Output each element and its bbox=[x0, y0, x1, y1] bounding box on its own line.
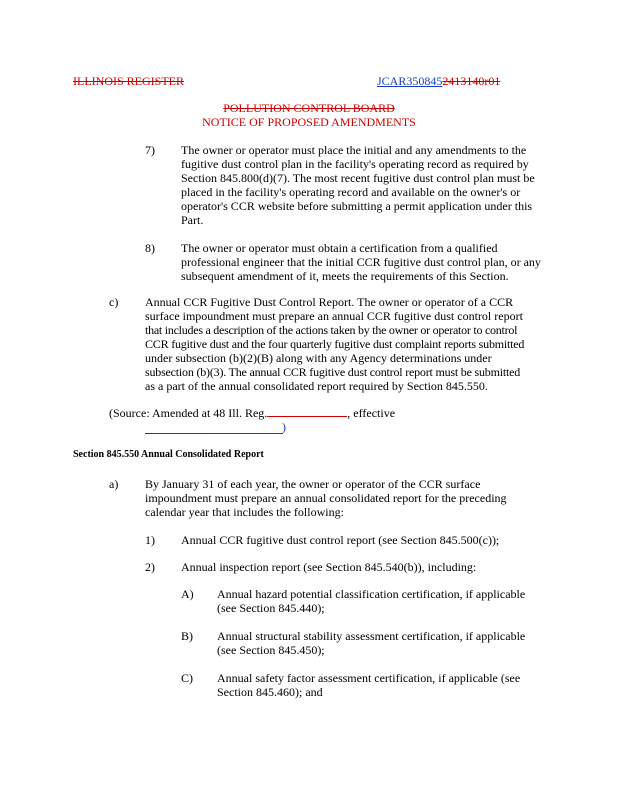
item-8-line: The owner or operator must obtain a certification from a qualified bbox=[181, 241, 498, 255]
item-c-line: CCR fugitive dust and the four quarterly fugitive dust complaint reports submitted bbox=[145, 337, 525, 351]
source-close: ) bbox=[282, 420, 286, 434]
item-c-line: surface impoundment must prepare an annual CCR fugitive dust control report bbox=[145, 309, 523, 323]
jcar-code bbox=[377, 74, 500, 89]
item-a-line: impoundment must prepare an annual consolidated report for the preceding bbox=[145, 491, 507, 505]
item-7-line: operator's CCR website before submitting a permit application under this bbox=[181, 199, 533, 213]
item-7-line: The owner or operator must place the initial and any amendments to the bbox=[181, 143, 527, 157]
sub-B-line: Annual structural stability assessment certification, if applicable bbox=[217, 629, 526, 643]
source-effective: , effective bbox=[347, 406, 396, 420]
sub-A-line: Annual hazard potential classification certification, if applicable bbox=[217, 587, 526, 601]
item-c-line: that includes a description of the actions taken by the owner or operator to control bbox=[145, 323, 518, 337]
source-prefix: (Source: Amended at 48 Ill. Reg. bbox=[109, 406, 268, 420]
reg-blank bbox=[267, 406, 347, 417]
source-note bbox=[109, 406, 395, 420]
item-7-line: placed in the facility's operating record and available on the owner's or bbox=[181, 185, 521, 199]
item-7-number: 7) bbox=[145, 143, 155, 157]
item-7-line: Part. bbox=[181, 213, 204, 227]
item-7-line: Section 845.800(d)(7). The most recent fugitive dust control plan must be bbox=[181, 171, 535, 185]
sub-1-number: 1) bbox=[145, 533, 155, 547]
sub-B-line: (see Section 845.450); bbox=[217, 643, 325, 657]
item-7-text bbox=[181, 143, 535, 227]
sub-C-number: C) bbox=[181, 671, 193, 685]
sub-A-number: A) bbox=[181, 587, 194, 601]
item-8-number: 8) bbox=[145, 241, 155, 255]
item-c-line: under subsection (b)(2)(B) along with any Agency determinations under bbox=[145, 351, 492, 365]
item-8-line: subsequent amendment of it, meets the requirements of this Section. bbox=[181, 269, 509, 283]
item-c-line: Annual CCR Fugitive Dust Control Report. The owner or operator of a CCR bbox=[145, 295, 514, 309]
item-8-line: professional engineer that the initial CCR fugitive dust control plan, or any bbox=[181, 255, 541, 269]
sub-2-text: Annual inspection report (see Section 845.540(b)), including: bbox=[181, 560, 477, 574]
section-heading: Section 845.550 Annual Consolidated Report bbox=[73, 449, 264, 460]
sub-C-line: Annual safety factor assessment certification, if applicable (see bbox=[217, 671, 521, 685]
item-a-number: a) bbox=[109, 477, 119, 491]
sub-A-line: (see Section 845.440); bbox=[217, 601, 325, 615]
sub-2-number: 2) bbox=[145, 560, 155, 574]
sub-A-text bbox=[217, 587, 525, 615]
effective-blank-blue bbox=[207, 433, 283, 434]
item-c-line: as a part of the annual consolidated report required by Section 845.550. bbox=[145, 379, 488, 393]
item-a-text bbox=[145, 477, 507, 519]
board-title: POLLUTION CONTROL BOARD bbox=[223, 101, 395, 115]
sub-B-text bbox=[217, 629, 525, 657]
item-c-text bbox=[145, 295, 524, 393]
item-8-text bbox=[181, 241, 541, 283]
item-c-line: subsection (b)(3). The annual CCR fugitive dust control report must be submitted bbox=[145, 365, 521, 379]
item-7-line: fugitive dust control plan in the facility's operating record as required by bbox=[181, 157, 529, 171]
sub-C-line: Section 845.460); and bbox=[217, 685, 323, 699]
sub-B-number: B) bbox=[181, 629, 193, 643]
jcar-code-blue: JCAR350845 bbox=[377, 74, 443, 88]
item-a-line: calendar year that includes the following: bbox=[145, 505, 344, 519]
item-a-line: By January 31 of each year, the owner or operator of the CCR surface bbox=[145, 477, 481, 491]
register-title: ILLINOIS REGISTER bbox=[73, 74, 184, 88]
jcar-code-red: 2413140r01 bbox=[442, 74, 501, 88]
notice-title: NOTICE OF PROPOSED AMENDMENTS bbox=[202, 115, 416, 129]
sub-C-text bbox=[217, 671, 520, 699]
item-c-number: c) bbox=[109, 295, 119, 309]
sub-1-text: Annual CCR fugitive dust control report (see Section 845.500(c)); bbox=[181, 533, 500, 547]
effective-blank-red bbox=[145, 433, 207, 434]
